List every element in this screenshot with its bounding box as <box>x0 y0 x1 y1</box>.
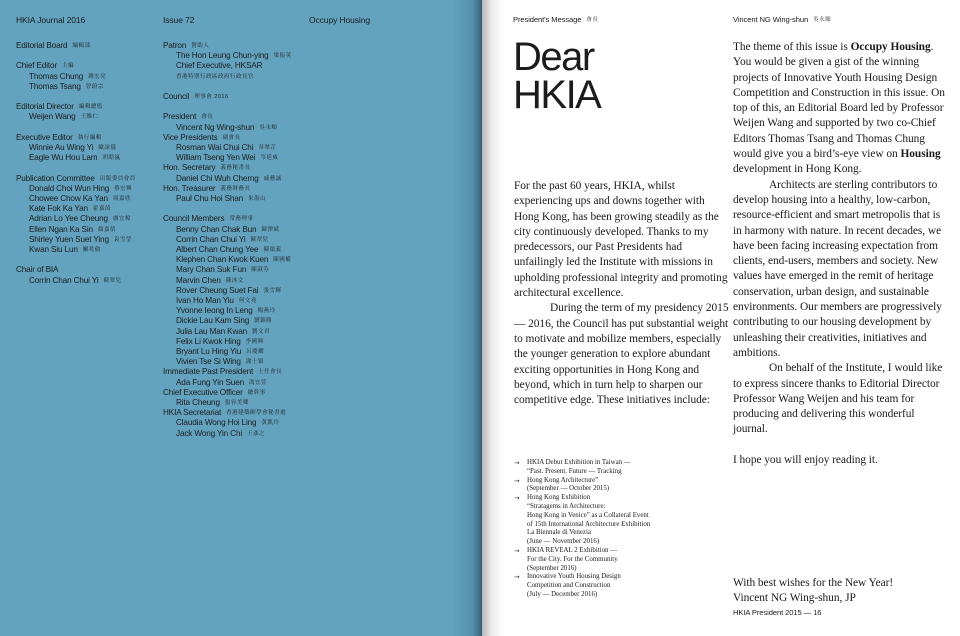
arrow-right-icon: → <box>514 546 520 555</box>
initiative-line: Hong Kong Architecture” <box>527 476 599 484</box>
person-name-zh: 袁雪瑩 <box>113 236 132 243</box>
section-label-zh: 會長 <box>586 17 599 23</box>
arrow-right-icon: → <box>514 476 520 485</box>
author-label <box>733 15 831 24</box>
text: . You would be given a gist of the winning projects of Innovative Youth Housing Design Competition and Construction in this issue. On top of this, an Editorial Board led by Professor Weijen Wang and supported by two co-Chief Editors Thomas Tsang and Thomas Chung would give you a bird’s-eye view on <box>733 41 945 161</box>
person-name-zh: 戚務誠 <box>263 175 282 182</box>
person-entry <box>16 194 156 204</box>
role-label-zh: 編輯總監 <box>78 104 103 111</box>
page-title <box>513 35 601 117</box>
person-name-zh: 王維仁 <box>80 114 99 121</box>
patron-title-zh: 香港特別行政區政府行政長官 <box>176 73 255 80</box>
person-entry <box>16 72 156 82</box>
person-name: Corrin Chan Chui Yi <box>176 234 246 244</box>
initiative-line: HKIA REVEAL 2 Exhibition — <box>527 546 618 554</box>
role-heading <box>16 61 156 71</box>
role-label: Publication Committee <box>16 173 95 183</box>
initiative-line: For the City. For the Community <box>527 555 618 563</box>
person-entry <box>16 143 156 153</box>
person-entry <box>163 286 343 296</box>
initiative-line: “Past. Present. Future — Tracking <box>527 467 622 475</box>
role-label: Executive Editor <box>16 132 73 142</box>
person-name: William Tseng Yen Wei <box>176 153 256 163</box>
person-name-zh: 周嘉欣 <box>112 195 131 202</box>
credit-group <box>16 102 156 122</box>
role-label: Patron <box>163 41 187 50</box>
role-label-zh: 主編 <box>61 63 74 70</box>
person-entry <box>163 194 343 204</box>
role-label-zh: 會長 <box>201 114 214 121</box>
person-name: Benny Chan Chak Bun <box>176 224 257 234</box>
person-entry <box>163 153 343 163</box>
role-heading <box>16 41 156 51</box>
person-name: Daniel Chi Wuh Cherng <box>176 173 259 183</box>
person-entry <box>163 378 343 388</box>
person-name: Rita Cheung <box>176 398 220 408</box>
person-name-zh: 呂慶耀 <box>246 349 265 356</box>
person-name: Ellen Ngan Ka Sin <box>29 224 93 234</box>
person-entry <box>163 327 343 337</box>
person-name-zh: 朱海山 <box>248 196 267 203</box>
council-label: Council <box>163 92 190 101</box>
person-entry <box>16 276 156 286</box>
message-body-left <box>514 179 730 408</box>
role-heading <box>16 174 156 184</box>
person-name: Thomas Tsang <box>29 81 81 91</box>
paragraph: I hope you will enjoy reading it. <box>733 454 878 467</box>
journal-title: HKIA Journal 2016 <box>16 15 86 25</box>
person-entry <box>163 306 343 316</box>
person-name-zh: 霍嘉茵 <box>92 206 111 213</box>
person-name-zh: 鍾宏亮 <box>88 73 107 80</box>
credit-group <box>16 61 156 92</box>
person-entry <box>16 225 156 235</box>
initiative-line: Innovative Youth Housing Design <box>527 573 621 581</box>
person-entry <box>163 337 343 347</box>
person-entry <box>163 398 343 408</box>
person-name: Eagle Wu Hou Lam <box>29 153 98 163</box>
initiative-item <box>514 477 734 495</box>
person-entry <box>16 184 156 194</box>
person-name-zh: 盧宜樟 <box>112 216 131 223</box>
paragraph <box>733 40 947 178</box>
credit-group <box>16 133 156 164</box>
role-heading <box>163 41 343 51</box>
initiative-line: La Biennale di Venezia <box>527 529 591 537</box>
role-label-zh: 常務理事 <box>229 216 254 223</box>
person-name-zh: 陳翠兒 <box>250 236 269 243</box>
person-name: Jack Wong Yin Chi <box>176 428 243 438</box>
role-label: Immediate Past President <box>163 367 254 377</box>
paragraph: For the past 60 years, HKIA, whilst experiencing ups and downs together with Hong Kong, has been growing steadily as the city continuously developed. Thanks to my predecessors, our Past Presidents had unfailingly led the Institute with missions in upholding professional integrity and promoting architectural excellence. <box>514 180 728 300</box>
person-entry <box>163 255 343 265</box>
initiative-line: “Stratagems in Architecture: <box>527 502 606 510</box>
person-entry <box>163 235 343 245</box>
person-name: Kwan Siu Lun <box>29 245 78 254</box>
role-label-zh: 義務財務長 <box>220 185 251 192</box>
person-name: Kate Fok Ka Yan <box>29 204 88 214</box>
initiative-line: (September 2016) <box>527 564 577 572</box>
initiative-line: Hong Kong Exhibition <box>527 494 591 502</box>
person-name-zh: 陳淑芬 <box>251 267 270 274</box>
person-name: Vivien Tse Si Wing <box>176 357 241 367</box>
person-name-zh: 曾蔚宗 <box>85 83 104 90</box>
person-name-zh: 韋翠芷 <box>258 145 277 151</box>
person-name-zh: 劉文君 <box>252 328 271 335</box>
person-entry <box>163 316 343 326</box>
officers-group <box>163 112 343 204</box>
person-name: Mary Chan Suk Fun <box>176 265 247 275</box>
initiative-line: (September — October 2015) <box>527 485 610 493</box>
role-label: President <box>163 112 197 122</box>
person-name: Yvonne Ieong In Leng <box>176 306 253 316</box>
person-name: Winnie Au Wing Yi <box>29 142 94 152</box>
person-name: The Hon Leung Chun-ying <box>176 51 269 61</box>
person-name-zh: 楊燕玲 <box>257 308 276 315</box>
person-name: Albert Chan Chung Yee <box>176 245 259 255</box>
role-label: Chief Executive Officer <box>163 387 243 397</box>
role-heading <box>163 388 343 398</box>
title-line-1: Dear <box>513 35 594 79</box>
person-name-zh: 張雪輝 <box>263 287 282 294</box>
patron-title: Chief Executive, HKSAR <box>176 61 263 71</box>
person-name: Adrian Lo Yee Cheung <box>29 214 108 224</box>
person-name: Rosman Wai Chui Chi <box>176 143 254 152</box>
person-entry <box>16 153 156 163</box>
person-name: Shirley Yuen Suet Ying <box>29 234 109 244</box>
role-label: Hon. Secretary <box>163 163 216 173</box>
person-name: Julia Lau Man Kwan <box>176 326 248 336</box>
author-name: Vincent NG Wing-shun <box>733 15 809 24</box>
person-name-zh: 梁振英 <box>273 53 292 60</box>
initiative-line: (June — November 2016) <box>527 538 600 546</box>
role-label-zh: 執行編輯 <box>77 134 102 141</box>
role-heading <box>16 265 156 275</box>
section-label-text: President's Message <box>513 15 582 24</box>
person-name: Vincent Ng Wing-shun <box>176 122 255 132</box>
person-entry <box>163 429 343 439</box>
role-label: Chair of BIA <box>16 265 59 275</box>
role-label-zh: 出版委員會員 <box>99 175 136 182</box>
person-name-zh: 陳翠兒 <box>103 277 122 284</box>
role-heading <box>163 214 343 224</box>
person-entry <box>163 265 343 275</box>
initiative-line: Hong Kong in Venice” as a Collateral Event <box>527 511 649 519</box>
person-entry <box>16 112 156 122</box>
person-name-zh: 王彥之 <box>247 430 266 437</box>
person-name: Paul Chu Hoi Shan <box>176 194 244 204</box>
person-name-zh: 劉錦勝 <box>254 318 273 325</box>
person-entry <box>16 214 156 224</box>
arrow-right-icon: → <box>514 494 520 503</box>
person-entry <box>163 357 343 367</box>
initiatives-list <box>514 459 734 600</box>
signoff <box>733 576 953 607</box>
person-entry <box>163 143 343 153</box>
role-label: HKIA Secretariat <box>163 408 222 418</box>
initiative-line: of 15th International Architecture Exhibition <box>527 520 651 528</box>
person-name: Klephen Chan Kwok Kuen <box>176 255 269 265</box>
role-label: Chief Editor <box>16 61 57 71</box>
message-body-right <box>733 40 947 468</box>
person-name: Rover Cheung Suet Fai <box>176 285 259 295</box>
person-name: Weijen Wang <box>29 112 76 122</box>
person-name-zh: 吳永順 <box>259 124 278 131</box>
person-name: Dickie Lau Kam Sing <box>176 316 250 326</box>
person-name-zh: 胡皓嵐 <box>102 155 121 162</box>
person-entry <box>163 347 343 357</box>
editorial-credits-column <box>16 41 156 296</box>
role-label: Editorial Director <box>16 102 74 112</box>
members-group <box>163 214 343 438</box>
role-label-zh: 副會長 <box>222 134 241 141</box>
role-heading <box>163 163 343 173</box>
person-entry <box>163 276 343 286</box>
council-heading <box>163 92 343 102</box>
person-name: Ivan Ho Man Yiu <box>176 296 234 306</box>
role-heading <box>163 184 343 194</box>
person-entry <box>16 235 156 245</box>
person-entry <box>163 123 343 133</box>
person-name-zh: 何文堯 <box>238 298 257 305</box>
person-name: Corrin Chan Chui Yi <box>29 275 99 285</box>
person-entry <box>163 296 343 306</box>
person-name-zh: 關兆倫 <box>82 247 101 253</box>
arrow-right-icon: → <box>514 573 520 582</box>
person-name-zh: 顏嘉倩 <box>97 226 116 233</box>
role-label: Vice Presidents <box>163 132 218 142</box>
person-entry <box>16 204 156 214</box>
initiative-line: Competition and Construction <box>527 582 611 590</box>
issue-number: Issue 72 <box>163 15 195 25</box>
initiative-item <box>514 459 734 477</box>
person-entry <box>163 225 343 235</box>
initiative-item <box>514 547 734 573</box>
patron-group <box>163 41 343 82</box>
person-name-zh: 陳沐文 <box>225 277 244 284</box>
arrow-right-icon: → <box>514 459 520 467</box>
signoff-title: HKIA President 2015 — 16 <box>733 608 822 617</box>
person-entry <box>163 174 343 184</box>
paragraph: Architects are sterling contributors to develop housing into a healthy, low-carbon, resource-efficient and smart metropolis that is in harmony with nature. In recent decades, we have been facing increasing expectation from clients, end-users, members and society. New values have emerged in the remit of heritage conservation, urban design, and sustainable environments. Our members are progressively contributing to our housing development by unleashing their creativities, initiatives and ambitions. <box>733 178 942 359</box>
credit-group <box>16 174 156 256</box>
role-label-zh: 總幹事 <box>247 389 266 396</box>
role-label-zh: 義務秘書長 <box>220 165 251 172</box>
role-heading <box>163 408 343 418</box>
text: The theme of this issue is <box>733 41 851 53</box>
role-label-zh: 贊助人 <box>191 43 210 49</box>
person-name-zh: 張容美卿 <box>224 400 249 407</box>
council-label-zh: 理事會 2016 <box>194 94 229 100</box>
role-label: Editorial Board <box>16 41 68 50</box>
paragraph: On behalf of the Institute, I would like to express sincere thanks to Editorial Director Professor Wang Weijen and his team for producing and delivering this wonderful journal. <box>733 362 943 436</box>
person-name: Marvin Chen <box>176 275 221 285</box>
person-entry <box>163 245 343 255</box>
paragraph: During the term of my presidency 2015 — 2016, the Council has put substantial weight to motivate and mobilize members, especially the younger generation to explore abundant exciting opportunities in Hong Kong and beyond, which in turn help to sharpen our competitive edge. These initiatives include: <box>514 302 729 407</box>
emphasis-housing: Housing <box>900 148 941 161</box>
author-name-zh: 吳永順 <box>813 17 832 23</box>
person-entry <box>16 82 156 92</box>
person-name: Thomas Chung <box>29 71 84 81</box>
credit-group <box>16 265 156 285</box>
person-name-zh: 陳澤斌 <box>261 226 280 233</box>
text: development in Hong Kong. <box>733 163 862 176</box>
person-name-zh: 蔡宏興 <box>114 185 133 192</box>
person-name: Claudia Wong Hoi Ling <box>176 418 257 428</box>
person-name: Ada Fung Yin Suen <box>176 377 245 387</box>
person-name: Chowee Chow Ka Yan <box>29 193 108 203</box>
person-name-zh: 馮宜萱 <box>249 379 268 386</box>
person-name-zh: 歐詠儀 <box>98 144 117 151</box>
person-name-zh: 李國興 <box>245 338 264 345</box>
initiative-item <box>514 573 734 599</box>
person-name: Bryant Lu Hing Yiu <box>176 347 242 357</box>
person-name-zh: 陳國權 <box>273 257 292 264</box>
role-heading <box>163 133 343 143</box>
title-line-2: HKIA <box>513 73 601 117</box>
emphasis-occupy-housing: Occupy Housing <box>850 41 931 53</box>
initiative-item <box>514 494 734 547</box>
person-name-zh: 陳頌義 <box>263 247 282 254</box>
credit-group <box>16 41 156 51</box>
role-label-zh: 上任會長 <box>258 369 283 376</box>
person-name: Felix Li Kwok Hing <box>176 336 241 346</box>
signoff-name: Vincent NG Wing-shun, JP <box>733 592 856 605</box>
council-credits-column <box>163 41 343 439</box>
person-entry <box>163 51 343 61</box>
role-label-zh: 香港建築師學會秘書處 <box>226 410 287 417</box>
initiative-line: HKIA Debut Exhibition in Taiwan — <box>527 459 631 466</box>
person-name-zh: 謝士穎 <box>245 359 264 366</box>
role-heading <box>16 133 156 143</box>
person-entry <box>163 418 343 428</box>
section-label <box>513 15 598 24</box>
role-heading <box>16 102 156 112</box>
person-name-zh: 黃凱玲 <box>261 420 280 427</box>
role-heading <box>163 367 343 377</box>
role-label: Council Members <box>163 214 225 224</box>
role-label-zh: 編輯部 <box>72 43 91 49</box>
role-label: Hon. Treasurer <box>163 183 216 193</box>
role-heading <box>163 112 343 122</box>
person-name: Donald Choi Wun Hing <box>29 183 110 193</box>
issue-theme: Occupy Housing <box>309 15 370 25</box>
signoff-greeting: With best wishes for the New Year! <box>733 577 894 589</box>
person-name-zh: 岑延威 <box>260 155 279 162</box>
initiative-line: (July — December 2016) <box>527 590 598 598</box>
person-entry <box>16 245 156 255</box>
